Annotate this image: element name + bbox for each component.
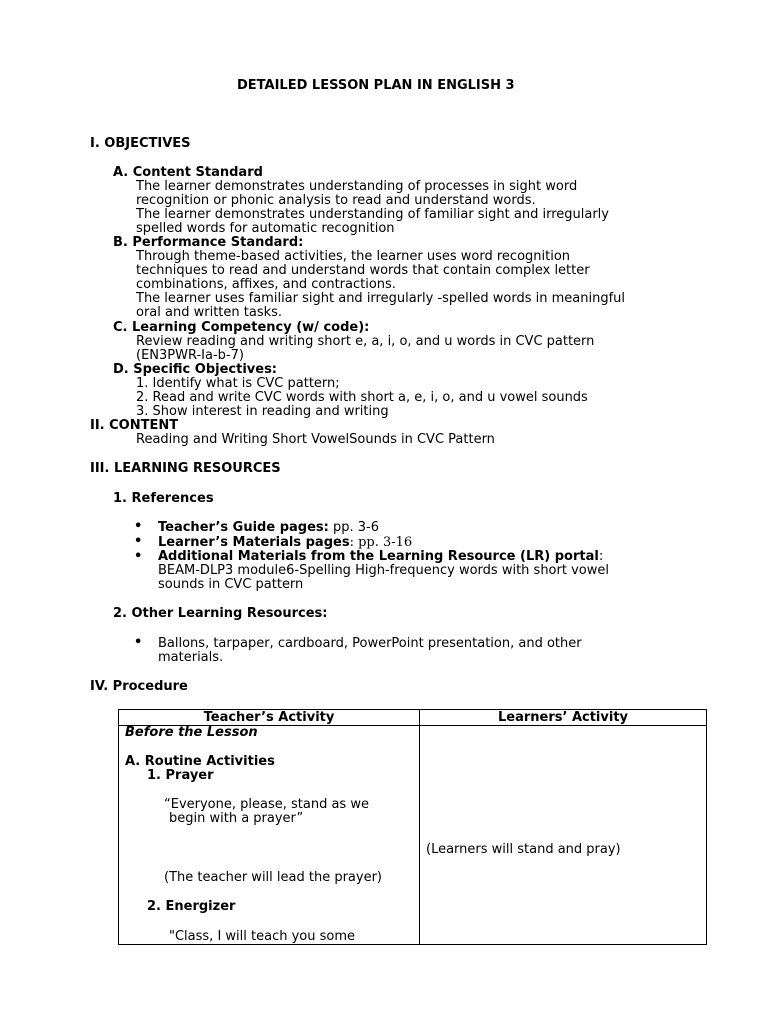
- performance-standard-line: The learner uses familiar sight and irregularly -spelled words in meaningful: [136, 291, 626, 306]
- energizer-label: 2. Energizer: [147, 899, 236, 914]
- learners-activity-header: Learners’ Activity: [420, 710, 707, 726]
- prayer-quote: begin with a prayer”: [169, 811, 304, 826]
- other-resources-heading: 2. Other Learning Resources:: [113, 606, 328, 621]
- before-lesson-label: Before the Lesson: [125, 725, 258, 740]
- references-heading: 1. References: [113, 491, 214, 506]
- resources-heading: III. LEARNING RESOURCES: [90, 461, 281, 476]
- content-heading: II. CONTENT: [90, 418, 179, 433]
- prayer-label: 1. Prayer: [147, 768, 214, 783]
- reference-label: Learner’s Materials pages: [158, 535, 350, 550]
- bullet-icon: •: [134, 549, 143, 564]
- reference-item: [158, 550, 603, 564]
- procedure-table: [118, 709, 707, 945]
- learning-competency-code: (EN3PWR-Ia-b-7): [136, 348, 244, 363]
- performance-standard-label: B. Performance Standard:: [113, 235, 304, 250]
- energizer-quote: "Class, I will teach you some: [169, 929, 355, 944]
- specific-objective-item: 2. Read and write CVC words with short a, e, i, o, and u vowel sounds: [136, 390, 588, 405]
- learners-activity-cell: [420, 726, 707, 945]
- learners-prayer-response: (Learners will stand and pray): [426, 842, 621, 857]
- reference-item: [158, 521, 379, 535]
- reference-label: Additional Materials from the Learning Resource (LR) portal: [158, 549, 599, 564]
- teacher-activity-cell: [119, 726, 420, 945]
- content-standard-label: A. Content Standard: [113, 165, 263, 180]
- teacher-activity-header: Teacher’s Activity: [119, 710, 420, 726]
- bullet-icon: •: [134, 534, 143, 549]
- other-resources-line: Ballons, tarpaper, cardboard, PowerPoint presentation, and other: [158, 636, 582, 651]
- specific-objective-item: 3. Show interest in reading and writing: [136, 404, 389, 419]
- reference-value: : pp. 3-16: [349, 535, 413, 550]
- specific-objectives-label: D. Specific Objectives:: [113, 362, 278, 377]
- reference-value: pp. 3-6: [328, 520, 379, 535]
- content-standard-line: recognition or phonic analysis to read and understand words.: [136, 193, 536, 208]
- objectives-heading: I. OBJECTIVES: [90, 136, 191, 151]
- procedure-heading: IV. Procedure: [90, 679, 188, 694]
- content-standard-line: The learner demonstrates understanding of familiar sight and irregularly: [136, 207, 609, 222]
- reference-item: [158, 536, 412, 550]
- document-title: DETAILED LESSON PLAN IN ENGLISH 3: [237, 78, 515, 93]
- reference-value: :: [598, 549, 604, 564]
- content-standard-line: The learner demonstrates understanding of processes in sight word: [136, 179, 578, 194]
- performance-standard-line: techniques to read and understand words that contain complex letter: [136, 263, 590, 278]
- reference-label: Teacher’s Guide pages:: [158, 520, 329, 535]
- reference-extra-line: sounds in CVC pattern: [158, 577, 304, 592]
- bullet-icon: •: [134, 635, 143, 650]
- performance-standard-line: oral and written tasks.: [136, 305, 283, 320]
- bullet-icon: •: [134, 519, 143, 534]
- performance-standard-line: Through theme-based activities, the learner uses word recognition: [136, 249, 571, 264]
- content-standard-line: spelled words for automatic recognition: [136, 221, 395, 236]
- reference-extra-line: BEAM-DLP3 module6-Spelling High-frequency words with short vowel: [158, 563, 609, 578]
- specific-objective-item: 1. Identify what is CVC pattern;: [136, 376, 340, 391]
- learning-competency-line: Review reading and writing short e, a, i, o, and u words in CVC pattern: [136, 334, 595, 349]
- content-text: Reading and Writing Short VowelSounds in CVC Pattern: [136, 432, 495, 447]
- learning-competency-label: C. Learning Competency (w/ code):: [113, 320, 370, 335]
- performance-standard-line: combinations, affixes, and contractions.: [136, 277, 396, 292]
- prayer-quote: “Everyone, please, stand as we: [164, 797, 369, 812]
- other-resources-line: materials.: [158, 650, 224, 665]
- routine-activities-label: A. Routine Activities: [125, 754, 275, 769]
- prayer-note: (The teacher will lead the prayer): [164, 870, 383, 885]
